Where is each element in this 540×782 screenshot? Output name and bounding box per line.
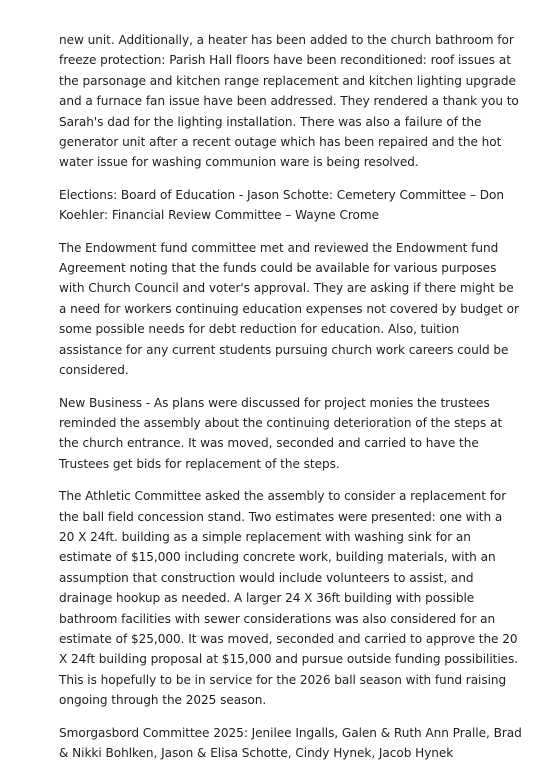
- paragraph-athletic-committee: The Athletic Committee asked the assembly to consider a replacement for the ball field concession stand. Two estimates were presented: one with a 20 X 24ft. building as a simple replacement with washing sink for an estimate of $15,000 including concrete work, building materials, with an assumption that construction would include volunteers to assist, and drainage hookup as needed. A larger 24 X 36ft building with possible bathroom facilities with sewer considerations was also considered for an estimate of $25,000. It was moved, seconded and carried to approve the 20 X 24ft building proposal at $15,000 and pursue outside funding possibilities. This is hopefully to be in service for the 2026 ball season with fund raising ongoing through the 2025 season.: [59, 489, 519, 708]
- paragraph-unit-repairs: new unit. Additionally, a heater has been added to the church bathroom for freeze protection: Parish Hall floors have been reconditioned: roof issues at the parsonage and kitchen range replacement and kitchen lighting upgrade and a furnace fan issue have been addressed. They rendered a thank you to Sarah's dad for the lighting installation. There was also a failure of the generator unit after a recent outage which has been repaired and the hot water issue for washing communion ware is being resolved.: [59, 33, 519, 170]
- paragraph-smorgasbord: Smorgasbord Committee 2025: Jenilee Ingalls, Galen & Ruth Ann Pralle, Brad & Nikki Bohlken, Jason & Elisa Schotte, Cindy Hynek, Jacob Hynek: [59, 725, 522, 760]
- paragraph-elections: Elections: Board of Education - Jason Schotte: Cemetery Committee – Don Koehler: Financial Review Committee – Wayne Crome: [59, 187, 505, 223]
- document-page: [59, 30, 525, 775]
- paragraph-endowment: The Endowment fund committee met and reviewed the Endowment fund Agreement noting that the funds could be available for various purposes with Church Council and voter's approval. They are asking if there might be a need for workers continuing education expenses not covered by budget or some possible needs for debt reduction for education. Also, tuition assistance for any current students pursuing church work careers could be considered.: [59, 240, 519, 378]
- paragraph-new-business: New Business - As plans were discussed for project monies the trustees reminded the assembly about the continuing deterioration of the steps at the church entrance. It was moved, seconded and carried to have the Trustees get bids for replacement of the steps.: [59, 395, 503, 471]
